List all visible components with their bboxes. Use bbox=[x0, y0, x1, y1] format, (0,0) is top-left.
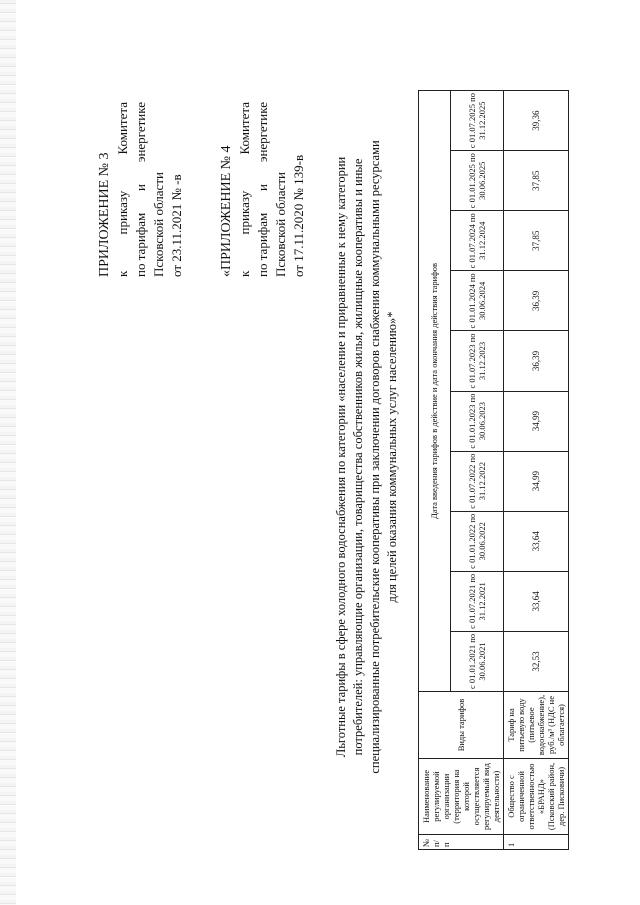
period-header: с 01.01.2022 по 30.06.2022 bbox=[450, 511, 503, 571]
appendix-3-line-2: по тарифам и энергетике bbox=[133, 102, 148, 277]
tariff-table bbox=[418, 90, 569, 850]
period-header: с 01.01.2025 по 30.06.2025 bbox=[450, 151, 503, 211]
appendix-4-title: «ПРИЛОЖЕНИЕ № 4 bbox=[219, 145, 234, 277]
tariff-value: 33,64 bbox=[504, 571, 569, 631]
col-header-dates-group: Дата введения тарифов в действие и дата окончания действия тарифов bbox=[419, 91, 451, 692]
period-header: с 01.01.2021 по 30.06.2021 bbox=[450, 631, 503, 691]
col-header-tariff-type: Виды тарифов bbox=[419, 692, 504, 759]
appendix-4-line-2: по тарифам и энергетике bbox=[255, 102, 270, 277]
col-header-number: № п/п bbox=[419, 835, 504, 850]
row-number: 1 bbox=[504, 835, 569, 850]
period-header: с 01.07.2021 по 31.12.2021 bbox=[450, 571, 503, 631]
period-header: с 01.07.2022 по 31.12.2022 bbox=[450, 451, 503, 511]
tariff-value: 36,39 bbox=[504, 271, 569, 331]
table-row bbox=[504, 91, 569, 850]
appendix-3-line-1: к приказу Комитета bbox=[115, 102, 130, 277]
period-header: с 01.07.2023 по 31.12.2023 bbox=[450, 331, 503, 391]
col-header-organization: Наименование регулируемой организации (территория на которой осуществляется регулируемый вид деятельности) bbox=[419, 759, 504, 835]
appendix-3-title: ПРИЛОЖЕНИЕ № 3 bbox=[97, 152, 112, 277]
period-header: с 01.01.2023 по 30.06.2023 bbox=[450, 391, 503, 451]
tariff-value: 37,85 bbox=[504, 211, 569, 271]
appendix-3-line-4: от 23.11.2021 № -в bbox=[169, 174, 184, 277]
appendix-4-line-1: к приказу Комитета bbox=[237, 102, 252, 277]
row-organization: Общество с ограниченной ответственностью «БРАНД» (Псковский район, дер. Писковичи) bbox=[504, 759, 569, 835]
row-tariff-type: Тариф на питьевую воду (питьевое водоснабжение), руб./м³ (НДС не облагается) bbox=[504, 692, 569, 759]
period-header: с 01.01.2024 по 30.06.2024 bbox=[450, 271, 503, 331]
appendix-4-line-3: Псковской области bbox=[273, 172, 288, 277]
tariff-value: 39,36 bbox=[504, 91, 569, 151]
tariff-value: 37,85 bbox=[504, 151, 569, 211]
tariff-value: 33,64 bbox=[504, 511, 569, 571]
appendix-3-header bbox=[96, 102, 186, 277]
header-row-1 bbox=[419, 91, 451, 850]
document-title: Льготные тарифы в сфере холодного водоснабжения по категории «население и приравненные к нему категории потребителей: управляющие организации, товарищества собственников жилья, жилищные кооперативы и иные специализированные потребительские кооперативы при заключении договоров снабжения коммунальными ресурсами для целей оказания коммунальных услуг населению»* bbox=[334, 140, 399, 774]
tariff-value: 34,99 bbox=[504, 391, 569, 451]
tariff-value: 32,53 bbox=[504, 631, 569, 691]
appendix-3-line-3: Псковской области bbox=[151, 172, 166, 277]
appendix-4-line-4: от 17.11.2020 № 139-в bbox=[291, 154, 306, 277]
appendix-4-header bbox=[218, 102, 308, 277]
tariff-value: 36,39 bbox=[504, 331, 569, 391]
period-header: с 01.07.2024 по 31.12.2024 bbox=[450, 211, 503, 271]
tariff-value: 34,99 bbox=[504, 451, 569, 511]
period-header: с 01.07.2025 по 31.12.2025 bbox=[450, 91, 503, 151]
